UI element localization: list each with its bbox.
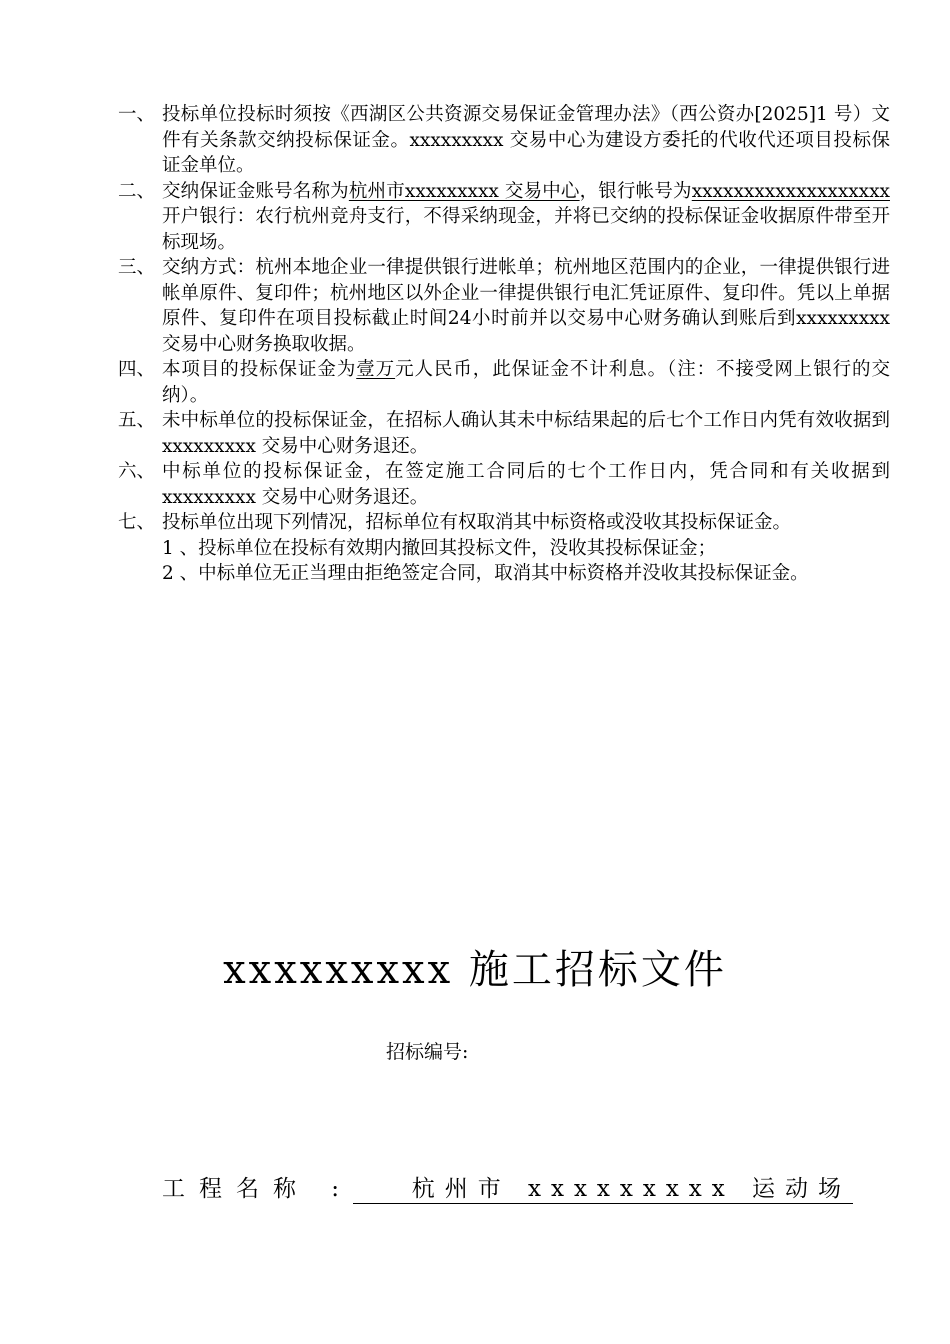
clause-2 [118,179,890,256]
account-number: xxxxxxxxxxxxxxxxxxx [691,180,890,202]
deposit-amount: 壹万 [356,359,396,380]
project-name-value: 杭州市 xxxxxxxxx 运动场 [353,1170,853,1204]
clause-number: 六、 [118,461,156,482]
clause-5 [118,408,890,459]
document-title: xxxxxxxxx 施工招标文件 [223,947,727,993]
clause-text: 投标单位出现下列情况，招标单位有权取消其中标资格或没收其投标保证金。 [162,512,792,533]
project-name-label: 工程名称 : [162,1176,354,1202]
clause-3 [118,255,890,357]
clause-number: 四、 [118,359,156,380]
clause-number: 三、 [118,257,156,278]
clause-number: 五、 [118,410,156,431]
clause-4 [118,357,890,408]
clause-6 [118,459,890,510]
clause-text: 交纳方式：杭州本地企业一律提供银行进帐单；杭州地区范围内的企业，一律提供银行进帐单原件、复印件；杭州地区以外企业一律提供银行电汇凭证原件、复印件。凭以上单据原件、复印件在项目投标截止时间24小时前并以交易中心财务确认到账后到xxxxxxxxx 交易中心财务换取收据。 [162,257,890,355]
deposit-clauses [118,102,890,587]
clause-text: 投标单位投标时须按《西湖区公共资源交易保证金管理办法》（西公资办[2025]1 号）文件有关条款交纳投标保证金。xxxxxxxxx 交易中心为建设方委托的代收代还项目投标保证金单位。 [162,104,890,176]
clause-text: 交纳保证金账号名称为杭州市xxxxxxxxx 交易中心，银行帐号为xxxxxxxxxxxxxxxxxxx 开户银行：农行杭州竞舟支行，不得采纳现金，并将已交纳的投标保证金收据原件带至开标现场。 [162,180,890,253]
clause-text: 中标单位的投标保证金，在签定施工合同后的七个工作日内，凭合同和有关收据到xxxxxxxxx 交易中心财务退还。 [162,461,890,508]
sub-item-2: 2 、中标单位无正当理由拒绝签定合同，取消其中标资格并没收其投标保证金。 [162,563,809,584]
clause-number: 七、 [118,512,156,533]
clause-7 [118,510,890,536]
clause-text: 未中标单位的投标保证金，在招标人确认其未中标结果起的后七个工作日内凭有效收据到xxxxxxxxx 交易中心财务退还。 [162,410,890,457]
clause-1 [118,102,890,179]
bid-number-label: 招标编号: [386,1041,469,1063]
account-name: 杭州市xxxxxxxxx 交易中心 [348,180,580,202]
sub-item-1: 1 、投标单位在投标有效期内撤回其投标文件，没收其投标保证金； [162,537,717,559]
clause-text: 本项目的投标保证金为壹万元人民币，此保证金不计利息。（注：不接受网上银行的交纳）。 [162,359,890,406]
project-name-row [162,1170,853,1204]
clause-number: 二、 [118,180,156,202]
clause-number: 一、 [118,104,156,125]
